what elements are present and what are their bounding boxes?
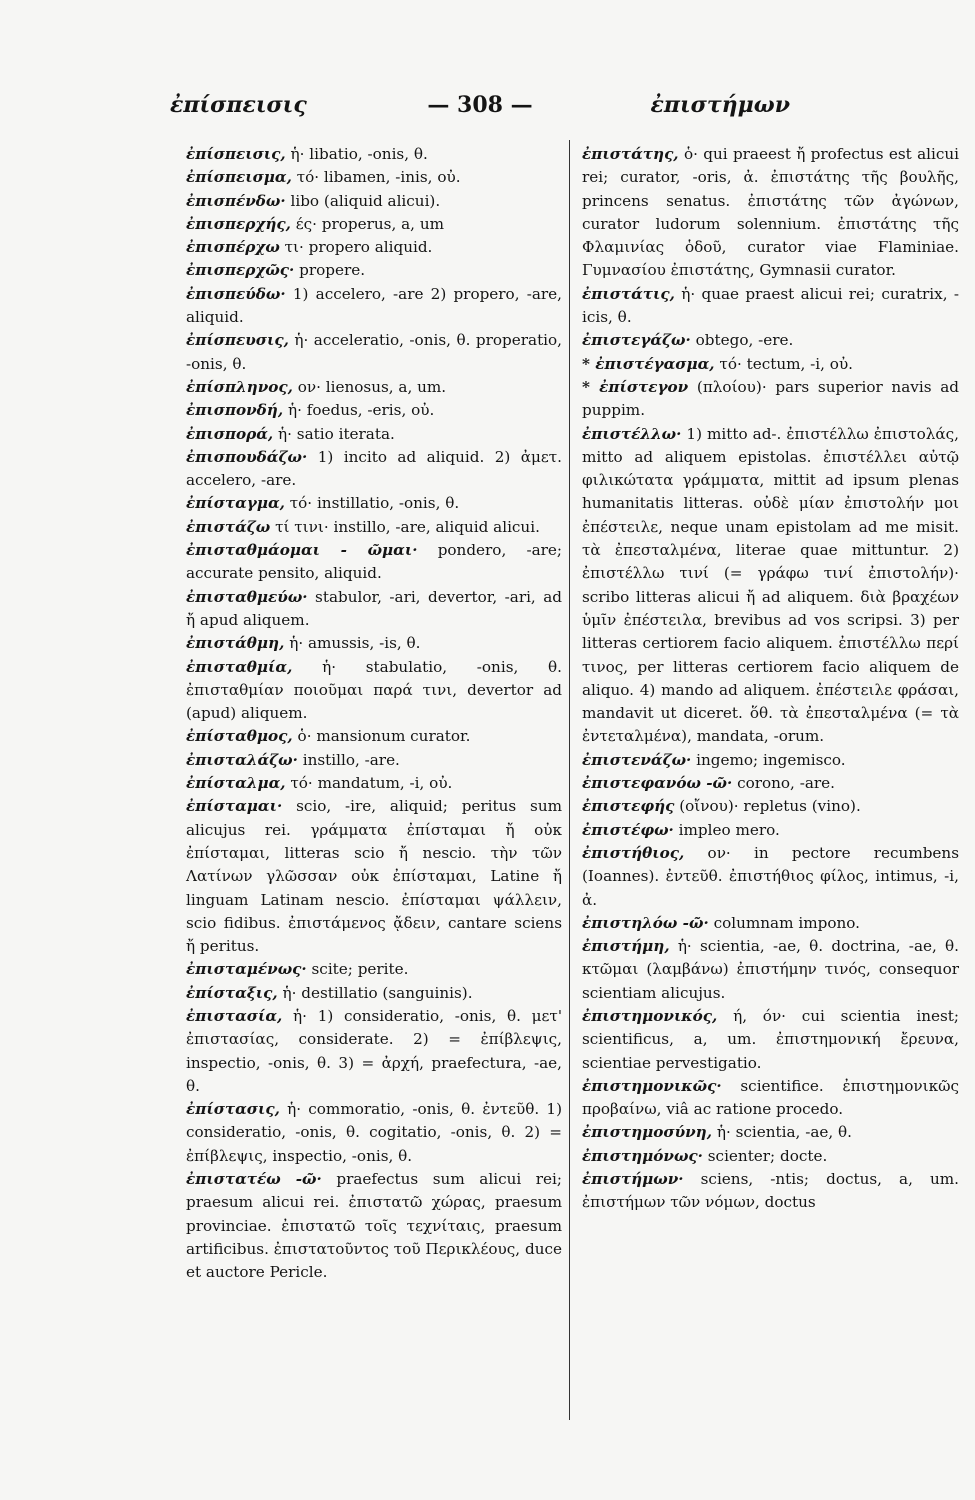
headword: ἐπίστασις,: [186, 1100, 280, 1119]
dictionary-entry: [186, 423, 562, 446]
headword: ἐπίσταξις,: [186, 983, 278, 1002]
right-column: [582, 143, 959, 1215]
headword: ἐπιστάτις,: [582, 284, 675, 303]
headword: ἐπισπεύδω·: [186, 284, 286, 303]
headword: ἐπισπερχῶς·: [186, 261, 295, 280]
dictionary-entry: [186, 283, 562, 330]
headword: ἐπιστεφανόω -ῶ·: [582, 774, 733, 793]
definition: ἡ· stabulatio, -onis, θ. ἐπισταθμίαν ποιοῦμαι παρά τινι, devertor ad (apud) aliquem.: [186, 657, 563, 723]
headword: ἐπιστεγάζω·: [582, 331, 691, 350]
definition: τι· propero aliquid.: [284, 238, 433, 257]
headword: ἐπισταθμία,: [186, 657, 293, 676]
dictionary-entry: [186, 166, 562, 189]
definition: obtego, -ere.: [695, 331, 794, 350]
headword: ἐπίσταλμα,: [186, 774, 286, 793]
definition: ἡ· commoratio, -onis, θ. ἐντεῦθ. 1) consideratio, -onis, θ. cogitatio, -onis, θ. 2) = ἐπίβλεψις, inspectio, -onis, θ.: [186, 1100, 562, 1165]
definition: 1) accelero, -are 2) propero, -are, aliquid.: [186, 284, 563, 327]
dictionary-entry: [186, 492, 562, 515]
definition: ἡ· amussis, -is, θ.: [289, 634, 421, 653]
definition: ἡ· destillatio (sanguinis).: [282, 983, 473, 1002]
definition: ἡ· satio iterata.: [278, 424, 395, 443]
dictionary-entry: [186, 656, 562, 726]
definition: stabulor, -ari, devertor, -ari, ad ἤ apud aliquem.: [186, 587, 562, 629]
dictionary-entry: [186, 749, 562, 772]
headword: ἐπιστηλόω -ῶ·: [582, 913, 709, 932]
headword: ἐπιστασία,: [186, 1006, 283, 1025]
page-header: [170, 88, 790, 128]
definition: ή, όν· cui scientia inest; scientificus, a, um. ἐπιστημονική ἔρευνα, scientiae pervestigatio.: [582, 1006, 960, 1072]
definition: scienter; docte.: [707, 1146, 828, 1165]
left-column: [186, 143, 562, 1285]
definition: ον· lienosus, a, um.: [297, 377, 447, 396]
headword: ἐπισταλάζω·: [186, 750, 298, 769]
definition: ἡ· libatio, -onis, θ.: [290, 145, 428, 163]
dictionary-entry: [186, 259, 562, 282]
headword: * ἐπίστεγον: [582, 377, 689, 396]
dictionary-entry: [186, 539, 562, 586]
dictionary-entry: [186, 516, 562, 539]
dictionary-entry: [582, 795, 959, 818]
definition: ἡ· foedus, -eris, οὐ.: [287, 401, 435, 420]
headword: ἐπιστατέω -ῶ·: [186, 1170, 322, 1189]
headword: ἐπιστημονικῶς·: [582, 1076, 722, 1095]
headword: ἐπίσταγμα,: [186, 494, 285, 513]
headword: ἐπιστημοσύνη,: [582, 1123, 713, 1142]
definition: ἡ· quae praest alicui rei; curatrix, -icis, θ.: [582, 284, 959, 327]
dictionary-entry: [186, 795, 562, 958]
definition: 1) mitto ad-. ἐπιστέλλω ἐπιστολάς, mitto ad aliquem epistolas. ἐπιστέλλει αὐτῷ φιλικώτατα γράμματα, mittit ad ipsum plenas humanitatis litteras. οὐδὲ μίαν ἐπιστολήν μοι ἐπέστειλε, neque unam epistolam ad me misit. τὰ ἐπεσταλμένα, literae quae mittuntur. 2) ἐπιστέλλω τινί (= γράφω τινί ἐπιστολήν)· scribo litteras alicui ἤ ad aliquem. διὰ βραχέων ὑμῖν ἐπέστειλα, brevibus ad vos scripsi. 3) per litteras certiorem facio aliquem. ἐπιστέλλω περί τινος, per litteras certiorem facio aliquem de aliquo. 4) mando ad aliquem. ἐπέστειλε φράσαι, mandavit ut diceret. ὅθ. τὰ ἐπεσταλμένα (= τὰ ἐντεταλμένα), mandata, -orum.: [582, 424, 959, 746]
dictionary-entry: [186, 1098, 562, 1168]
column-divider: [569, 140, 570, 1420]
definition: scio, -ire, aliquid; peritus sum alicujus rei. γράμματα ἐπίσταμαι ἤ οὐκ ἐπίσταμαι, litteras scio ἤ nescio. τὴν τῶν Λατίνων γλῶσσαν οὐκ ἐπίσταμαι, Latine ἤ linguam Latinam nescio. ἐπίσταμαι ψάλλειν, scio fidibus. ἐπιστάμενος ᾄδειν, cantare sciens ἤ peritus.: [186, 797, 562, 956]
headword: ἐπισπέρχω: [186, 238, 280, 257]
headword: * ἐπιστέγασμα,: [582, 354, 715, 373]
definition: ἡ· scientia, -ae, θ.: [716, 1123, 852, 1142]
dictionary-entry: [582, 283, 959, 330]
headword: ἐπίσπληνος,: [186, 377, 293, 396]
headword: ἐπισπερχής,: [186, 214, 291, 233]
dictionary-entry: [186, 190, 562, 213]
definition: libo (aliquid alicui).: [290, 191, 441, 210]
headword: ἐπιστημονικός,: [582, 1006, 718, 1025]
definition: ingemo; ingemisco.: [696, 750, 846, 769]
headword: ἐπίσπευσις,: [186, 331, 289, 350]
definition: (πλοίου)· pars superior navis ad puppim.: [582, 377, 959, 420]
definition: ἡ· acceleratio, -onis, θ. properatio, -onis, θ.: [186, 331, 562, 373]
definition: sciens, -ntis; doctus, a, um. ἐπιστήμων τῶν νόμων, doctus: [582, 1170, 960, 1212]
right-guide-word: ἐπιστήμων: [650, 92, 790, 118]
dictionary-entry: [582, 842, 959, 912]
definition: ές· properus, a, um: [295, 214, 444, 233]
headword: ἐπισπορά,: [186, 424, 274, 443]
headword: ἐπισταθμεύω·: [186, 587, 308, 606]
definition: instillo, -are.: [302, 750, 400, 769]
definition: τό· mandatum, -i, οὐ.: [290, 774, 453, 793]
definition: τό· instillatio, -onis, θ.: [289, 494, 460, 513]
dictionary-entry: [582, 912, 959, 935]
headword: ἐπίσπεισμα,: [186, 168, 292, 187]
dictionary-entry: [582, 819, 959, 842]
definition: τό· tectum, -i, οὐ.: [719, 354, 854, 373]
definition: ἡ· 1) consideratio, -onis, θ. μετ' ἐπιστασίας, considerate. 2) = ἐπίβλεψις, inspectio, -onis, θ. 3) = ἀρχή, praefectura, -ae, θ.: [186, 1006, 563, 1095]
left-guide-word: ἐπίσπεισις: [170, 92, 307, 118]
definition: (οἴνου)· repletus (vino).: [679, 797, 861, 816]
dictionary-entry: [582, 329, 959, 352]
headword: ἐπιστήμων·: [582, 1170, 684, 1189]
dictionary-entry: [582, 772, 959, 795]
dictionary-entry: [582, 353, 959, 376]
dictionary-entry: [582, 1145, 959, 1168]
definition: impleo mero.: [678, 820, 780, 839]
dictionary-entry: [582, 935, 959, 1005]
dictionary-entry: [186, 446, 562, 493]
page-number: — 308 —: [427, 92, 533, 118]
headword: ἐπιστάζω: [186, 517, 271, 536]
headword: ἐπισπονδή,: [186, 401, 284, 420]
headword: ἐπιστήμη,: [582, 937, 670, 956]
headword: ἐπίσταθμος,: [186, 727, 293, 746]
dictionary-entry: [186, 376, 562, 399]
headword: ἐπισπουδάζω·: [186, 447, 308, 466]
headword: ἐπιστεφής: [582, 797, 675, 816]
headword: ἐπιστενάζω·: [582, 750, 692, 769]
definition: scite; perite.: [311, 960, 409, 979]
definition: 1) incito ad aliquid. 2) ἀμετ. accelero, -are.: [186, 447, 563, 490]
definition: ἡ· scientia, -ae, θ. doctrina, -ae, θ. κτῶμαι (λαμβάνω) ἐπιστήμην τινός, consequor scientiam alicujus.: [582, 937, 959, 1002]
headword: ἐπιστήθιος,: [582, 843, 685, 862]
headword: ἐπίσταμαι·: [186, 797, 283, 816]
dictionary-entry: [186, 143, 562, 166]
definition: ὁ· qui praeest ἤ profectus est alicui rei; curator, -oris, ἀ. ἐπιστάτης τῆς βουλῆς, princens senatus. ἐπιστάτης τῶν ἀγώνων, curator ludorum solennium. ἐπιστάτης τῆς Φλαμινίας ὁδοῦ, curator viae Flaminiae. Γυμνασίου ἐπιστάτης, Gymnasii curator.: [582, 145, 960, 280]
dictionary-entry: [186, 632, 562, 655]
definition: pondero, -are; accurate pensito, aliquid.: [186, 541, 563, 583]
dictionary-entry: [186, 725, 562, 748]
dictionary-entry: [582, 749, 959, 772]
definition: columnam impono.: [713, 913, 860, 932]
headword: ἐπίσπεισις,: [186, 145, 286, 163]
headword: ἐπισταθμάομαι - ῶμαι·: [186, 541, 418, 560]
dictionary-entry: [582, 143, 959, 283]
definition: ον· in pectore recumbens (Ioannes). ἐντεῦθ. ἐπιστήθιος φίλος, intimus, -i, ἀ.: [582, 843, 960, 909]
dictionary-entry: [186, 399, 562, 422]
dictionary-entry: [186, 213, 562, 236]
dictionary-entry: [582, 1075, 959, 1122]
definition: τό· libamen, -inis, οὐ.: [296, 168, 461, 187]
headword: ἐπιστημόνως·: [582, 1146, 703, 1165]
headword: ἐπιστάθμη,: [186, 634, 285, 653]
dictionary-entry: [582, 1168, 959, 1215]
headword: ἐπισταμένως·: [186, 960, 307, 979]
headword: ἐπισπένδω·: [186, 191, 286, 210]
definition: propere.: [299, 261, 366, 280]
dictionary-entry: [186, 1168, 562, 1284]
definition: scientifice. ἐπιστημονικῶς προβαίνω, viâ ac ratione procedo.: [582, 1076, 959, 1119]
dictionary-entry: [186, 586, 562, 633]
dictionary-entry: [186, 958, 562, 981]
headword: ἐπιστέφω·: [582, 820, 674, 839]
definition: ὁ· mansionum curator.: [297, 727, 471, 746]
definition: τί τινι· instillo, -are, aliquid alicui.: [275, 517, 540, 536]
headword: ἐπιστέλλω·: [582, 424, 682, 443]
dictionary-entry: [186, 329, 562, 376]
dictionary-entry: [582, 1005, 959, 1075]
dictionary-entry: [186, 1005, 562, 1098]
dictionary-entry: [582, 376, 959, 423]
headword: ἐπιστάτης,: [582, 145, 679, 163]
definition: praefectus sum alicui rei; praesum alicui rei. ἐπιστατῶ χώρας, praesum provinciae. ἐπιστατῶ τοῖς τεχνίταις, praesum artificibus. ἐπιστατοῦντος τοῦ Περικλέους, duce et auctore Pericle.: [186, 1170, 563, 1282]
definition: corono, -are.: [737, 774, 835, 793]
dictionary-entry: [582, 1121, 959, 1144]
dictionary-entry: [186, 772, 562, 795]
dictionary-entry: [186, 982, 562, 1005]
dictionary-entry: [186, 236, 562, 259]
dictionary-entry: [582, 423, 959, 749]
